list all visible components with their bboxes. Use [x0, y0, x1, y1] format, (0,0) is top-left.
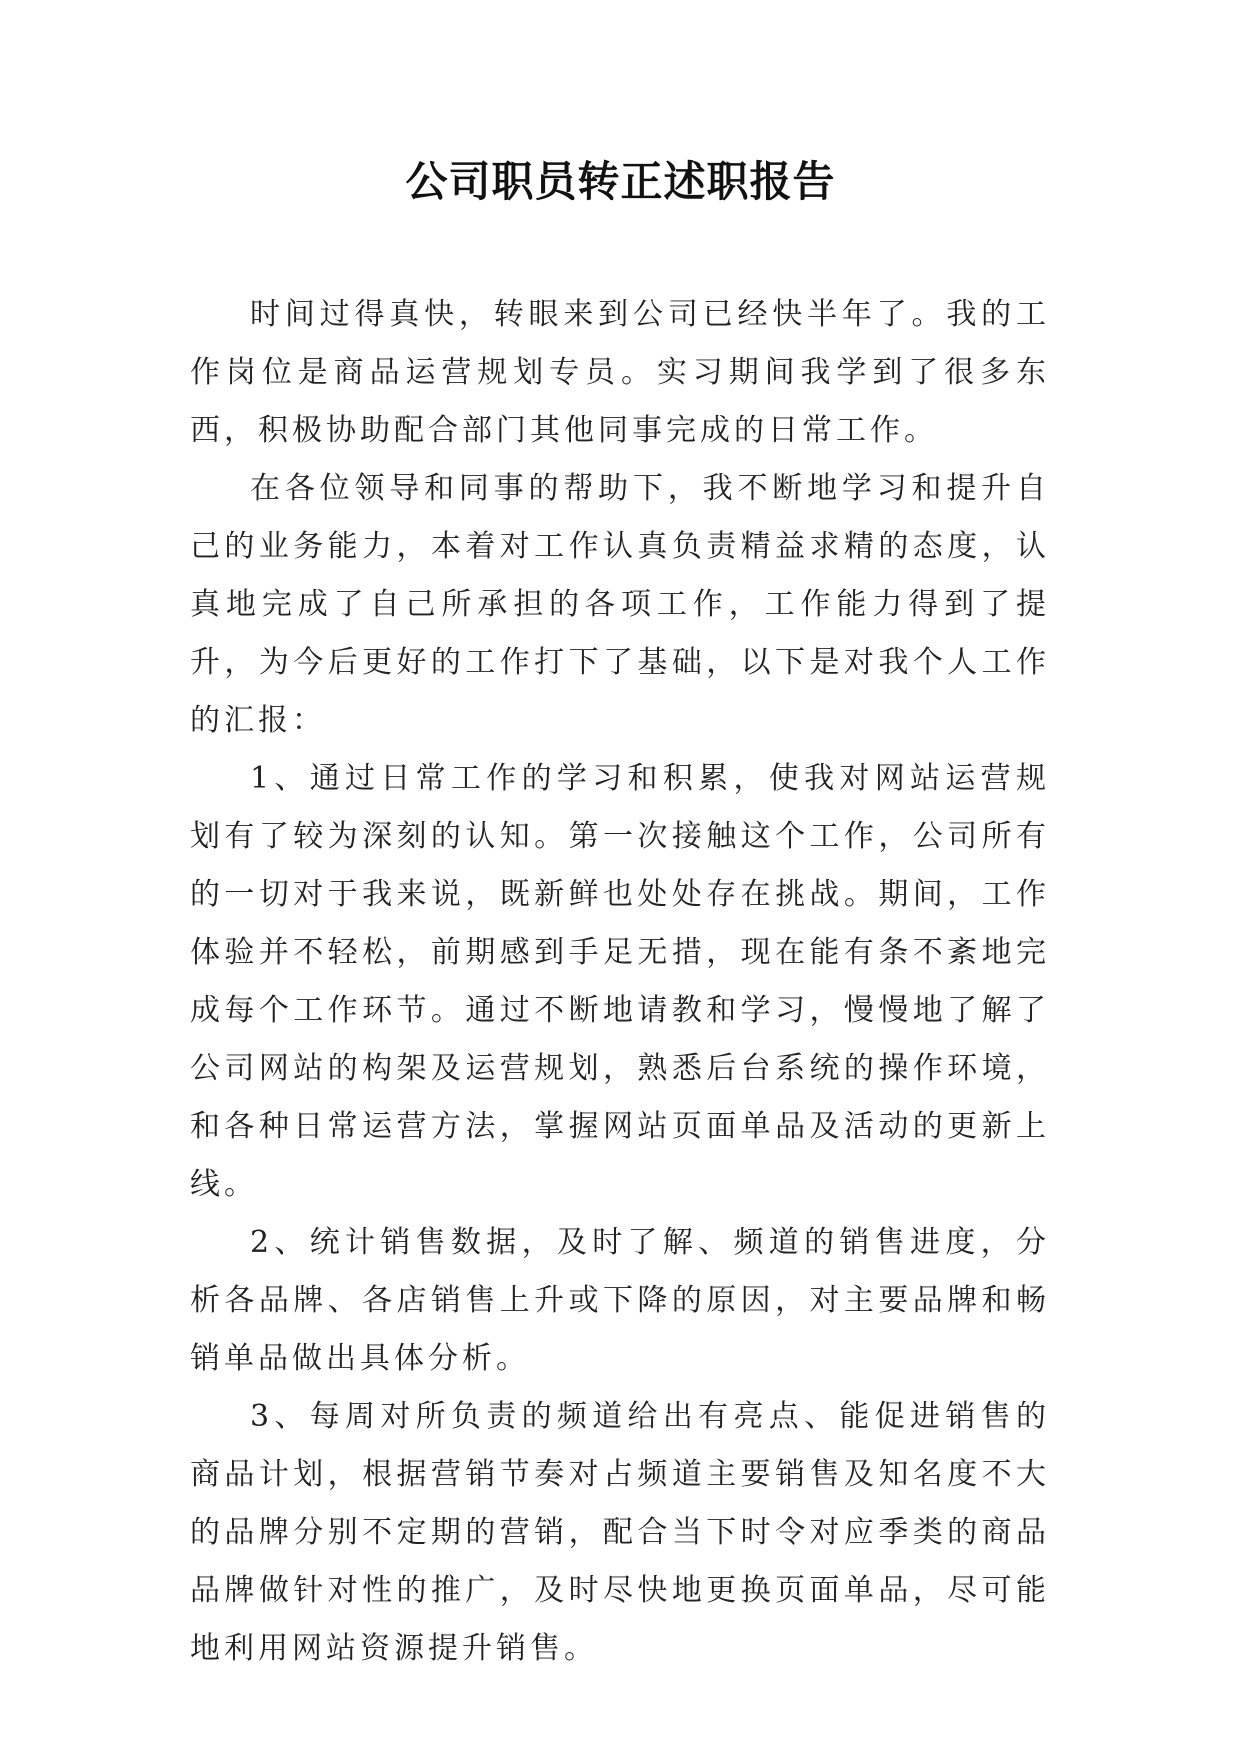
paragraph-summary: 在各位领导和同事的帮助下，我不断地学习和提升自己的业务能力，本着对工作认真负责精益求精的态度，认真地完成了自己所承担的各项工作，工作能力得到了提升，为今后更好的工作打下了基础，以下是对我个人工作的汇报： — [190, 471, 1050, 738]
paragraph-item-2: 2、统计销售数据，及时了解、频道的销售进度，分析各品牌、各店销售上升或下降的原因，对主要品牌和畅销单品做出具体分析。 — [190, 1225, 1050, 1376]
document-body — [190, 286, 1050, 1678]
document-title: 公司职员转正述职报告 — [405, 157, 836, 206]
paragraph-item-3: 3、每周对所负责的频道给出有亮点、能促进销售的商品计划，根据营销节奏对占频道主要销售及知名度不大的品牌分别不定期的营销，配合当下时令对应季类的商品品牌做针对性的推广，及时尽快地更换页面单品，尽可能地利用网站资源提升销售。 — [190, 1399, 1050, 1666]
paragraph-intro: 时间过得真快，转眼来到公司已经快半年了。我的工作岗位是商品运营规划专员。实习期间我学到了很多东西，积极协助配合部门其他同事完成的日常工作。 — [190, 297, 1050, 448]
paragraph-item-1: 1、通过日常工作的学习和积累，使我对网站运营规划有了较为深刻的认知。第一次接触这个工作，公司所有的一切对于我来说，既新鲜也处处存在挑战。期间，工作体验并不轻松，前期感到手足无措，现在能有条不紊地完成每个工作环节。通过不断地请教和学习，慢慢地了解了公司网站的构架及运营规划，熟悉后台系统的操作环境，和各种日常运营方法，掌握网站页面单品及活动的更新上线。 — [190, 761, 1050, 1202]
